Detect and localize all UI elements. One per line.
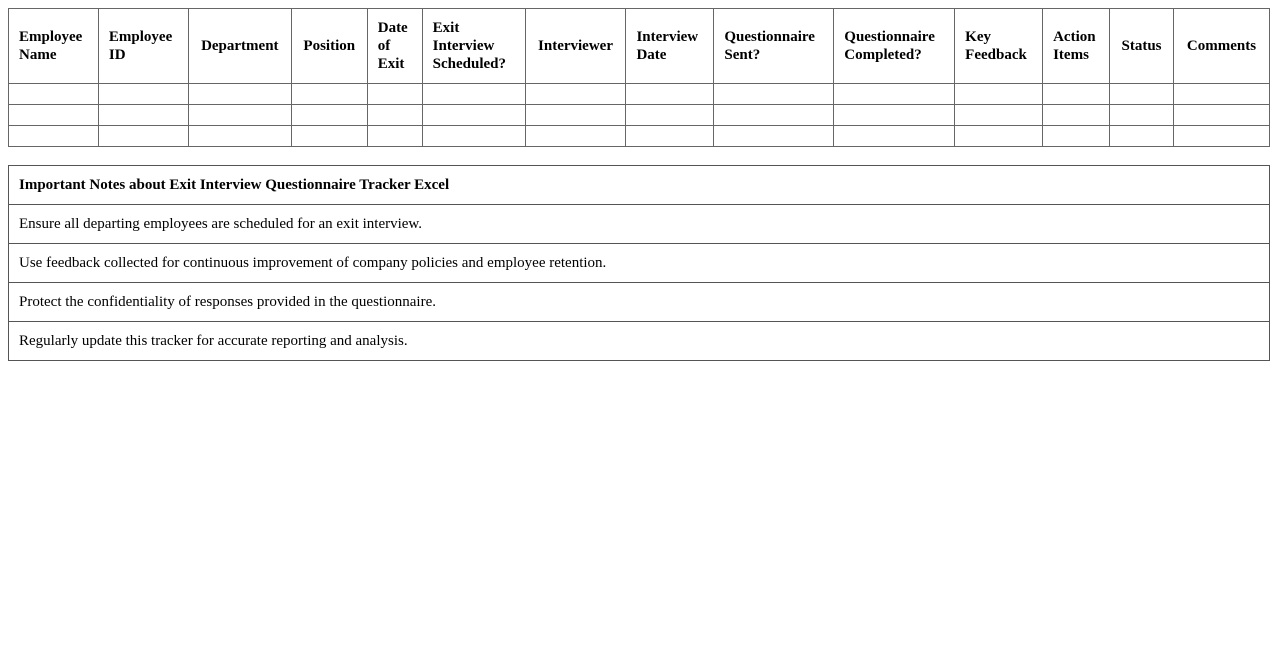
header-comments: Comments: [1173, 9, 1269, 84]
table-cell[interactable]: [525, 126, 626, 147]
note-item: Regularly update this tracker for accurate reporting and analysis.: [9, 322, 1270, 361]
header-employee-name: Employee Name: [9, 9, 99, 84]
table-cell[interactable]: [422, 84, 525, 105]
table-cell[interactable]: [714, 105, 834, 126]
header-status: Status: [1110, 9, 1174, 84]
table-cell[interactable]: [834, 126, 955, 147]
header-action-items: Action Items: [1043, 9, 1110, 84]
table-cell[interactable]: [1173, 84, 1269, 105]
header-exit-interview-scheduled: Exit Interview Scheduled?: [422, 9, 525, 84]
table-row: [9, 126, 1270, 147]
table-cell[interactable]: [1043, 84, 1110, 105]
table-cell[interactable]: [188, 105, 291, 126]
table-cell[interactable]: [1110, 84, 1174, 105]
table-cell[interactable]: [98, 84, 188, 105]
table-row: [9, 84, 1270, 105]
note-row: [9, 283, 1270, 322]
table-cell[interactable]: [188, 126, 291, 147]
table-cell[interactable]: [367, 84, 422, 105]
table-cell[interactable]: [955, 84, 1043, 105]
table-cell[interactable]: [9, 105, 99, 126]
table-cell[interactable]: [98, 126, 188, 147]
table-cell[interactable]: [626, 105, 714, 126]
table-cell[interactable]: [422, 126, 525, 147]
header-questionnaire-sent: Questionnaire Sent?: [714, 9, 834, 84]
page-content: [8, 8, 1270, 361]
note-row: [9, 322, 1270, 361]
table-cell[interactable]: [626, 84, 714, 105]
table-cell[interactable]: [1173, 105, 1269, 126]
note-item: Ensure all departing employees are scheduled for an exit interview.: [9, 205, 1270, 244]
table-cell[interactable]: [98, 105, 188, 126]
table-cell[interactable]: [525, 105, 626, 126]
table-cell[interactable]: [188, 84, 291, 105]
note-row: [9, 205, 1270, 244]
table-cell[interactable]: [714, 84, 834, 105]
table-cell[interactable]: [1043, 105, 1110, 126]
notes-title: Important Notes about Exit Interview Questionnaire Tracker Excel: [9, 166, 1270, 205]
table-cell[interactable]: [367, 105, 422, 126]
note-row: [9, 244, 1270, 283]
table-cell[interactable]: [9, 126, 99, 147]
table-cell[interactable]: [714, 126, 834, 147]
header-interviewer: Interviewer: [525, 9, 626, 84]
header-interview-date: Interview Date: [626, 9, 714, 84]
table-cell[interactable]: [1110, 126, 1174, 147]
table-cell[interactable]: [291, 105, 367, 126]
notes-title-row: [9, 166, 1270, 205]
header-employee-id: Employee ID: [98, 9, 188, 84]
header-position: Position: [291, 9, 367, 84]
table-cell[interactable]: [1173, 126, 1269, 147]
table-row: [9, 105, 1270, 126]
note-item: Protect the confidentiality of responses provided in the questionnaire.: [9, 283, 1270, 322]
exit-interview-tracker-table: [8, 8, 1270, 147]
table-cell[interactable]: [955, 105, 1043, 126]
table-header-row: [9, 9, 1270, 84]
table-cell[interactable]: [834, 105, 955, 126]
table-cell[interactable]: [1043, 126, 1110, 147]
table-cell[interactable]: [291, 84, 367, 105]
header-date-of-exit: Date of Exit: [367, 9, 422, 84]
table-cell[interactable]: [9, 84, 99, 105]
header-questionnaire-completed: Questionnaire Completed?: [834, 9, 955, 84]
table-cell[interactable]: [1110, 105, 1174, 126]
important-notes-table: [8, 165, 1270, 361]
note-item: Use feedback collected for continuous improvement of company policies and employee retention.: [9, 244, 1270, 283]
table-cell[interactable]: [626, 126, 714, 147]
table-body: [9, 84, 1270, 147]
table-cell[interactable]: [834, 84, 955, 105]
header-department: Department: [188, 9, 291, 84]
table-cell[interactable]: [291, 126, 367, 147]
table-cell[interactable]: [422, 105, 525, 126]
table-cell[interactable]: [955, 126, 1043, 147]
table-cell[interactable]: [367, 126, 422, 147]
table-cell[interactable]: [525, 84, 626, 105]
header-key-feedback: Key Feedback: [955, 9, 1043, 84]
